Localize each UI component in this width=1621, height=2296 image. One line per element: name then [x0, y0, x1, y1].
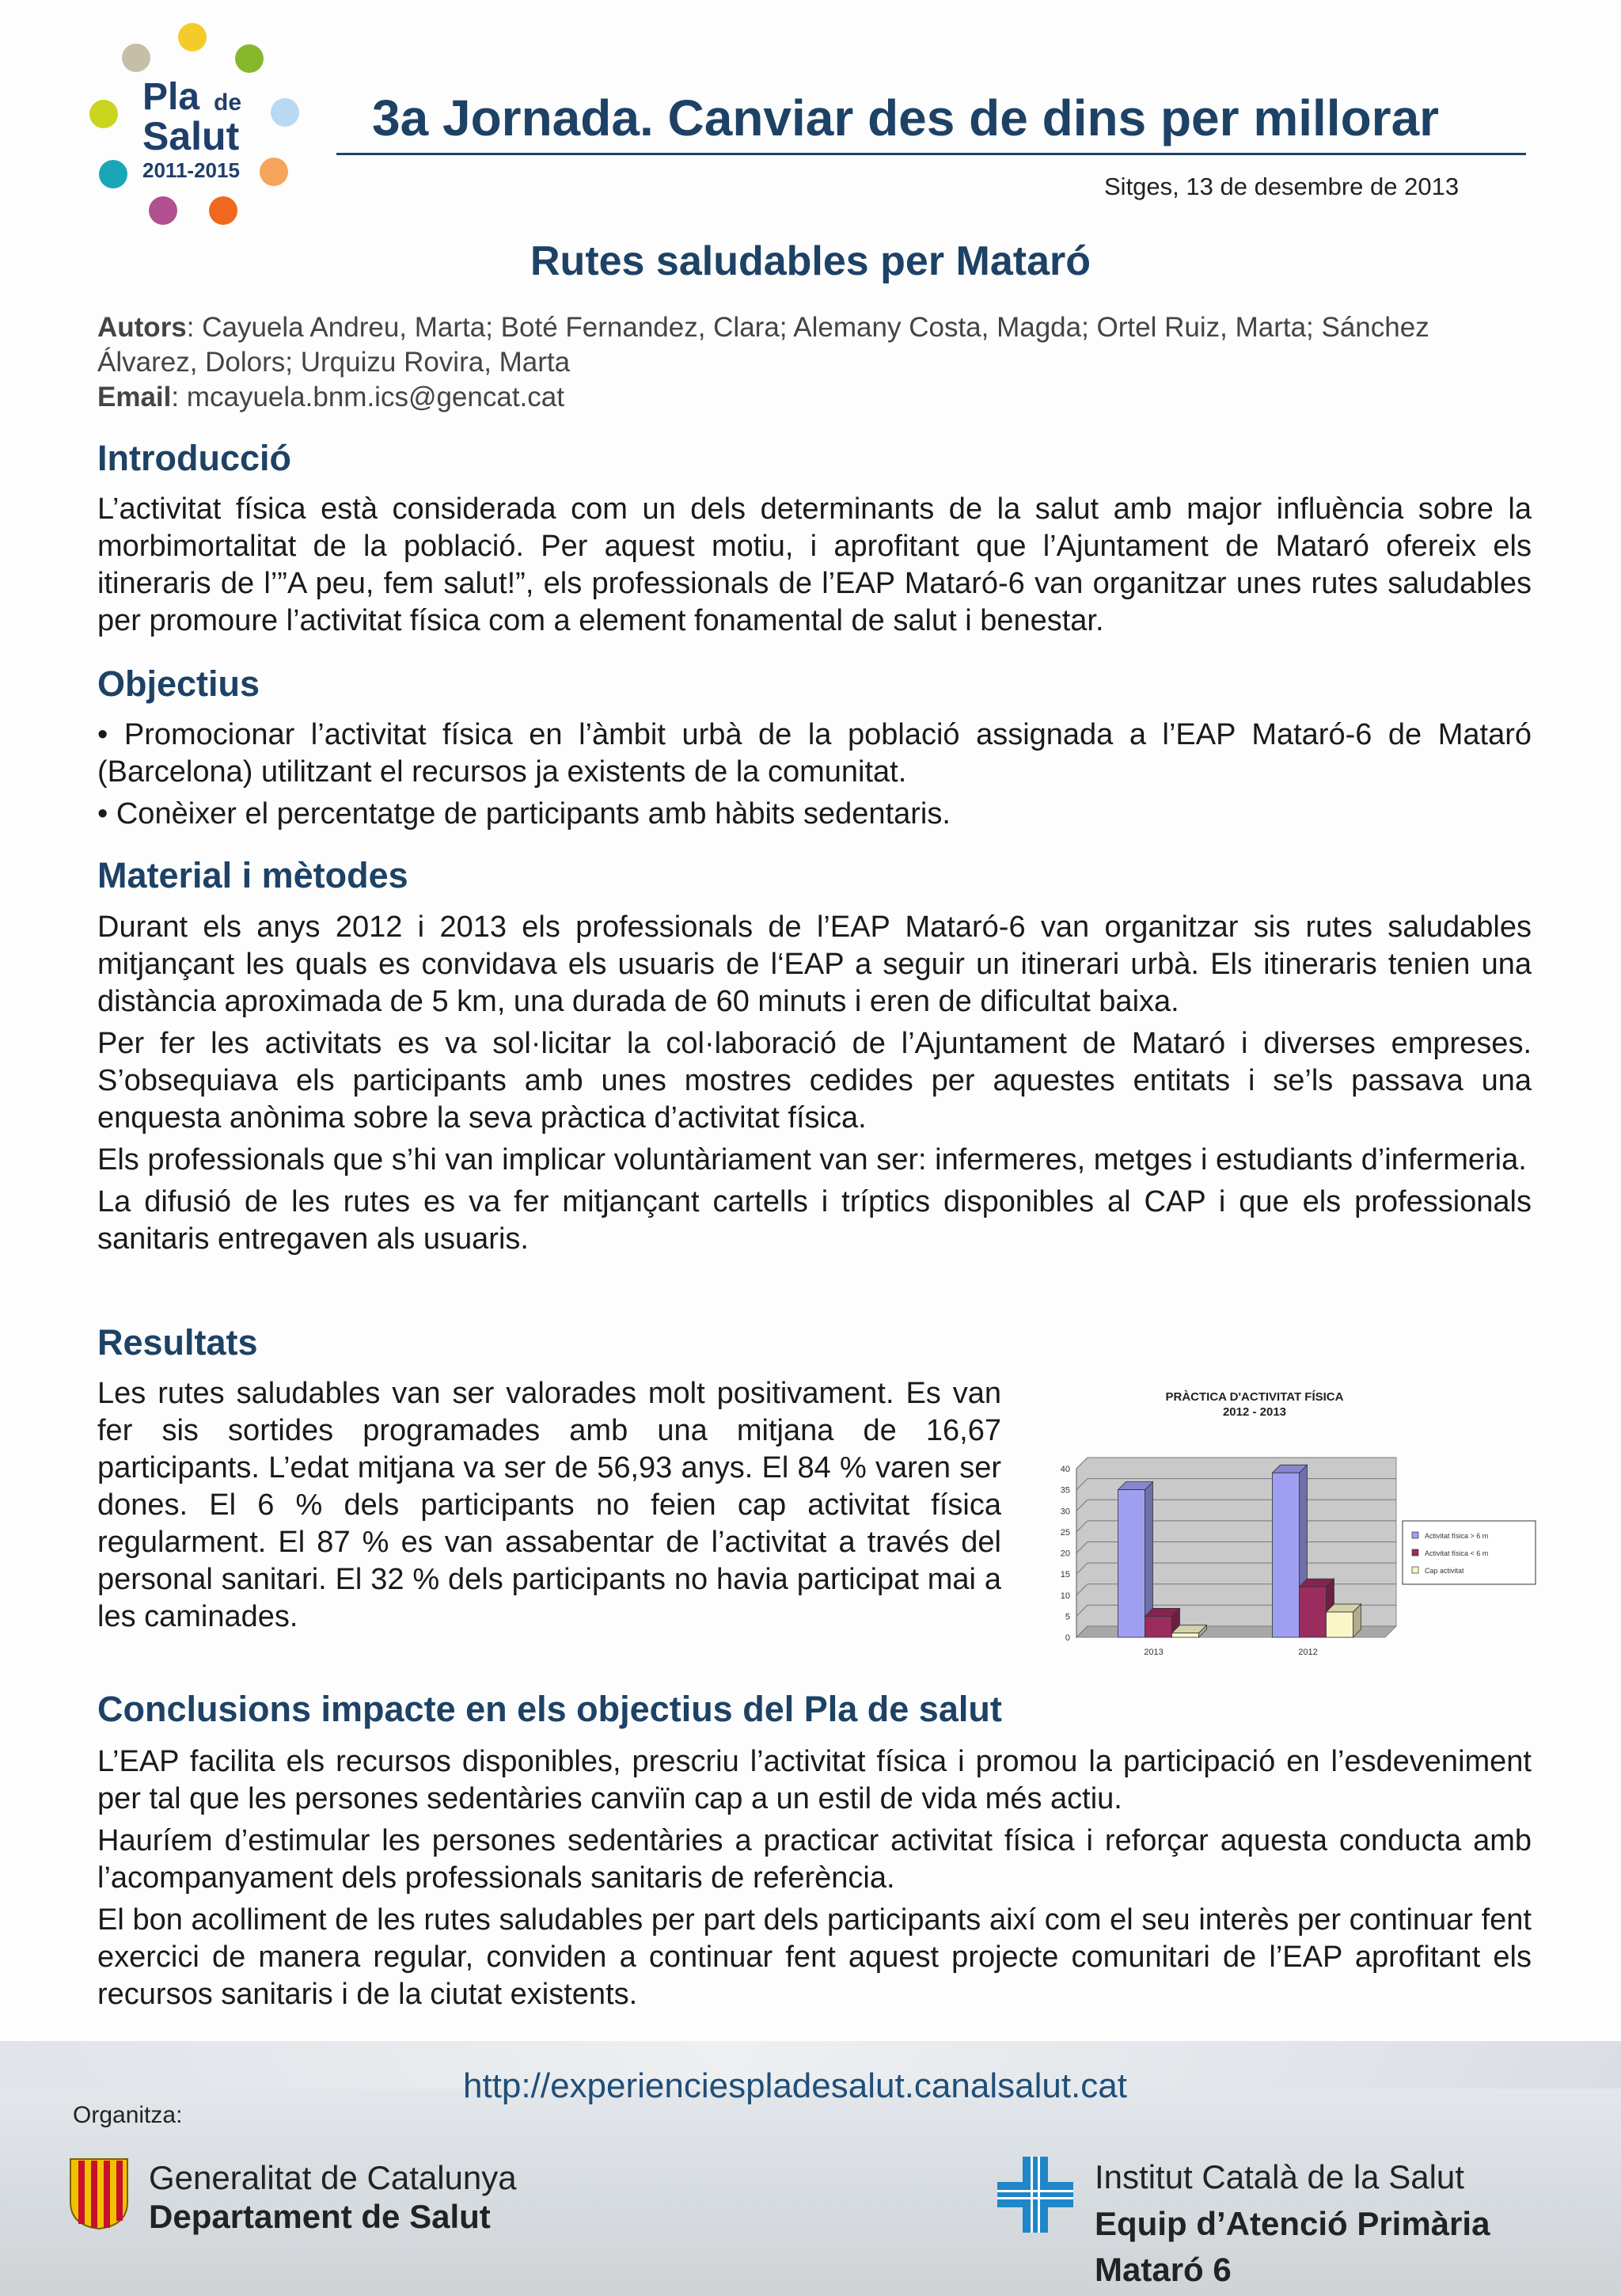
- header-title: 3a Jornada. Canviar des de dins per millorar: [372, 89, 1440, 146]
- poster-title: Rutes saludables per Mataró: [530, 238, 1091, 284]
- resultats-section: [97, 1375, 1001, 1636]
- chart-bar: [1327, 1612, 1353, 1637]
- chart-x-tick-label: 2013: [1144, 1648, 1164, 1657]
- ics-mataro: Mataró 6: [1095, 2251, 1232, 2288]
- gencat-name: Generalitat de Catalunya: [149, 2159, 517, 2196]
- resultats-text: Les rutes saludables van ser valorades molt positivament. Es van fer sis sortides programades amb una mitjana de 16,67 participants. L’edat mitjana va ser de 56,93 anys. El 84 % varen ser dones. El 6 % dels participants no feien cap activitat física regularment. El 87 % es van assabentar de l’activitat a través del personal sanitari. El 32 % dels participants no havia participat mai a les caminades.: [97, 1377, 1001, 1633]
- chart-bar: [1300, 1587, 1327, 1637]
- email-label: Email: [97, 382, 172, 412]
- logo-pla: Pla: [142, 76, 200, 118]
- chart-legend-swatch: [1412, 1549, 1418, 1556]
- logo-dot: [122, 44, 150, 72]
- chart-legend-swatch: [1412, 1567, 1418, 1573]
- chart-bar: [1145, 1616, 1172, 1637]
- chart-y-tick-label: 15: [1060, 1570, 1070, 1580]
- chart-plot-area: [1061, 1458, 1396, 1657]
- chart-x-tick-label: 2012: [1298, 1648, 1318, 1657]
- chart-bar: [1118, 1490, 1145, 1637]
- logo-de: de: [214, 89, 242, 116]
- chart-legend-label: Activitat física < 6 m: [1425, 1549, 1489, 1557]
- logo-salut: Salut: [142, 114, 240, 158]
- logo-dot: [89, 100, 118, 128]
- metodes-paragraph: La difusió de les rutes es va fer mitjançant cartells i tríptics disponibles al CAP i que els professionals sanitaris entregaven als usuaris.: [97, 1185, 1532, 1256]
- chart-y-tick-label: 5: [1065, 1612, 1070, 1622]
- objectius-item: • Promocionar l’activitat física en l’àmbit urbà de la població assignada a l’EAP Mataró-6 de Mataró (Barcelona) utilitzant el recursos ja existents de la comunitat.: [97, 718, 1532, 789]
- logo-dot: [271, 98, 299, 127]
- ics-eap: Equip d’Atenció Primària: [1095, 2205, 1490, 2242]
- metodes-paragraph: Per fer les activitats es va sol·licitar la col·laboració de l’Ajuntament de Mataró i diverses empreses. S’obsequiava els participants amb unes mostres cedides per aquestes entitats i se’ls passava una enquesta anònima sobre la seva pràctica d’activitat física.: [97, 1027, 1532, 1135]
- pla-de-salut-logo: [79, 20, 317, 234]
- objectius-heading: Objectius: [97, 663, 260, 704]
- authors-label: Autors: [97, 312, 187, 343]
- organitza-label: Organitza:: [73, 2102, 183, 2128]
- chart-legend-label: Activitat física > 6 m: [1425, 1532, 1489, 1540]
- metodes-paragraph: Durant els anys 2012 i 2013 els professionals de l’EAP Mataró-6 van organitzar sis rutes saludables mitjançant les quals es convidava els usuaris de l‘EAP a seguir un itinerari urbà. Els itineraris tenien una distància aproximada de 5 km, una durada de 60 minuts i eren de dificultat baixa.: [97, 910, 1532, 1018]
- chart-subtitle: 2012 - 2013: [1222, 1405, 1287, 1419]
- chart-legend-swatch: [1412, 1532, 1418, 1538]
- objectius-section: [97, 717, 1532, 833]
- gencat-department: Departament de Salut: [149, 2198, 491, 2235]
- gencat-emblem-icon: [67, 2156, 131, 2231]
- footer-url-link[interactable]: http://experienciespladesalut.canalsalut.cat: [463, 2066, 1127, 2105]
- chart-y-tick-label: 10: [1060, 1591, 1070, 1601]
- logo-dot: [235, 44, 264, 73]
- email-value: : mcayuela.bnm.ics@gencat.cat: [171, 382, 564, 412]
- ics-cross-icon: [996, 2155, 1075, 2234]
- logo-dot: [99, 160, 127, 188]
- conclusions-section: [97, 1743, 1532, 2013]
- header-date: Sitges, 13 de desembre de 2013: [1104, 173, 1460, 200]
- logo-dot: [149, 196, 177, 225]
- logo-dot: [178, 23, 207, 51]
- intro-section: [97, 491, 1532, 640]
- logo-years: 2011-2015: [142, 158, 240, 182]
- chart-legend: [1403, 1521, 1536, 1584]
- authors-names: : Cayuela Andreu, Marta; Boté Fernandez, Clara; Alemany Costa, Magda; Ortel Ruiz, Marta; Sánchez Álvarez, Dolors; Urquizu Rovira, Marta: [97, 312, 1429, 378]
- intro-text: L’activitat física està considerada com un dels determinants de la salut amb major influència sobre la morbimortalitat de la població. Per aquest motiu, i aprofitant que l’Ajuntament de Mataró ofereix els itineraris de l’”A peu, fem salut!”, els professionals de l’EAP Mataró-6 van organitzar unes rutes saludables per promoure l’activitat física com a element fonamental de salut i benestar.: [97, 492, 1532, 637]
- header-rule: [336, 153, 1526, 155]
- ics-name: Institut Català de la Salut: [1095, 2158, 1464, 2195]
- chart-title: PRÀCTICA D'ACTIVITAT FÍSICA: [1165, 1390, 1344, 1404]
- chart-bar: [1273, 1473, 1300, 1637]
- conclusions-paragraph: El bon acolliment de les rutes saludables per part dels participants així com el seu interès per continuar fent exercici de manera regular, conviden a continuar fent aquest projecte comunitari de l’EAP aprofitant els recursos sanitaris i de la ciutat existents.: [97, 1903, 1532, 2011]
- intro-heading: Introducció: [97, 438, 291, 478]
- conclusions-paragraph: L’EAP facilita els recursos disponibles, prescriu l’activitat física i promou la participació en l’esdeveniment per tal que les persones sedentàries canviïn cap a un estil de vida més actiu.: [97, 1745, 1532, 1815]
- activity-chart: [1037, 1374, 1543, 1667]
- chart-legend-label: Cap activitat: [1425, 1567, 1464, 1575]
- authors-block: [97, 310, 1532, 415]
- chart-y-tick-label: 25: [1060, 1527, 1070, 1538]
- conclusions-heading: Conclusions impacte en els objectius del Pla de salut: [97, 1689, 1002, 1729]
- chart-bar: [1172, 1633, 1199, 1637]
- chart-y-tick-label: 0: [1065, 1633, 1070, 1643]
- chart-svg: [1037, 1374, 1543, 1667]
- metodes-paragraph: Els professionals que s’hi van implicar voluntàriament van ser: infermeres, metges i estudiants d’infermeria.: [97, 1143, 1527, 1177]
- metodes-section: [97, 909, 1532, 1258]
- logo-dot: [209, 196, 237, 225]
- objectius-item: • Conèixer el percentatge de participants amb hàbits sedentaris.: [97, 797, 951, 831]
- chart-y-tick-label: 35: [1060, 1485, 1070, 1496]
- resultats-heading: Resultats: [97, 1322, 258, 1363]
- logo-dot: [260, 158, 288, 186]
- chart-y-tick-label: 20: [1060, 1549, 1070, 1559]
- conclusions-paragraph: Hauríem d’estimular les persones sedentàries a practicar activitat física i reforçar aquesta conducta amb l’acompanyament dels professionals sanitaris de referència.: [97, 1824, 1532, 1895]
- chart-y-tick-label: 30: [1060, 1507, 1070, 1517]
- chart-y-tick-label: 40: [1060, 1465, 1070, 1474]
- metodes-heading: Material i mètodes: [97, 855, 408, 895]
